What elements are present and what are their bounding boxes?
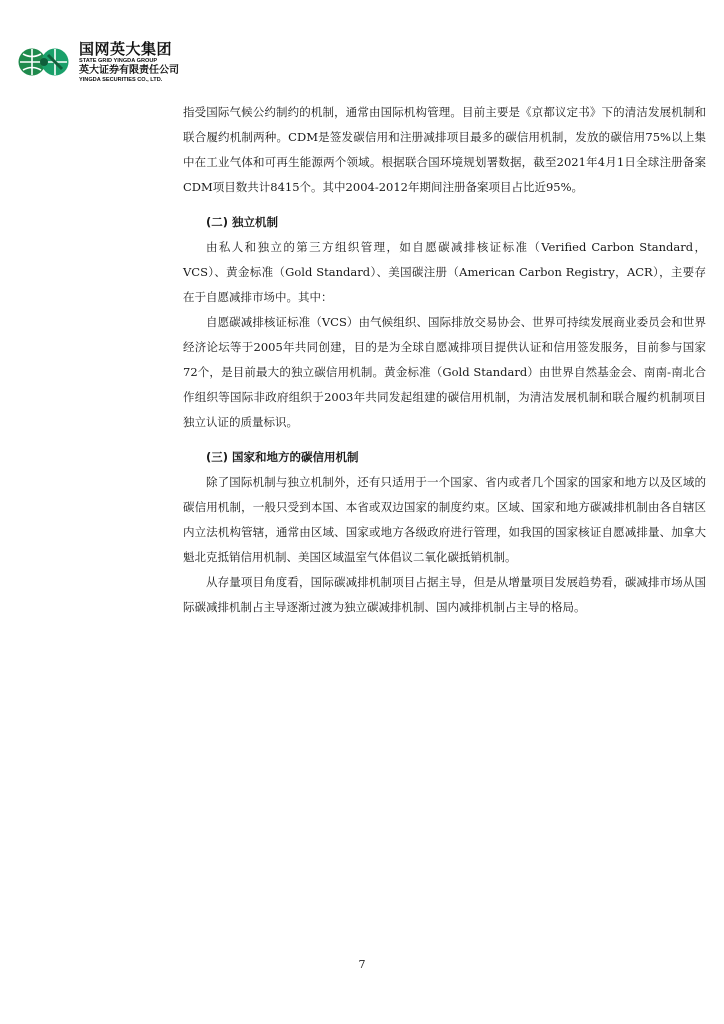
- logo-company-name-en: YINGDA SECURITIES CO., LTD.: [79, 77, 163, 83]
- section-heading-independent-mechanism: (二) 独立机制: [206, 215, 279, 229]
- document-body: [183, 100, 706, 620]
- paragraph-independent-intro: 由私人和独立的第三方组织管理，如自愿碳减排核证标准（Verified Carbon Standard，VCS）、黄金标准（Gold Standard）、美国碳注册（American Carbon Registry，ACR），主要存在于自愿减排市场中。其中：: [183, 240, 706, 304]
- paragraph-stock-vs-increment: 从存量项目角度看，国际碳减排机制项目占据主导，但是从增量项目发展趋势看，碳减排市场从国际碳减排机制占主导逐渐过渡为独立碳减排机制、国内减排机制占主导的格局。: [183, 575, 706, 614]
- logo-group-name-en: STATE GRID YINGDA GROUP: [79, 58, 158, 64]
- paragraph-international-mechanism: 指受国际气候公约制约的机制，通常由国际机构管理。目前主要是《京都议定书》下的清洁发展机制和联合履约机制两种。CDM是签发碳信用和注册减排项目最多的碳信用机制，发放的碳信用75%以上集中在工业气体和可再生能源两个领域。根据联合国环境规划署数据，截至2021年4月1日全球注册备案CDM项目数共计8415个。其中2004-2012年期间注册备案项目占比近95%。: [183, 105, 706, 194]
- logo-text-block: [79, 40, 229, 84]
- paragraph-national-local: 除了国际机制与独立机制外，还有只适用于一个国家、省内或者几个国家的国家和地方以及区域的碳信用机制，一般只受到本国、本省或双边国家的制度约束。区域、国家和地方碳减排机制由各自辖区内立法机构管辖，通常由区域、国家或地方各级政府进行管理，如我国的国家核证自愿减排量、加拿大魁北克抵销信用机制、美国区域温室气体倡议二氧化碳抵销机制。: [183, 475, 706, 564]
- spacer: [183, 435, 706, 445]
- section-heading-national-local-mechanism: (三) 国家和地方的碳信用机制: [206, 450, 359, 464]
- page-header: [17, 40, 217, 96]
- logo-group-name-cn: 国网英大集团: [79, 40, 173, 58]
- logo-company-name-cn: 英大证券有限责任公司: [79, 65, 179, 76]
- page-number: 7: [358, 958, 366, 971]
- paragraph-vcs-gold-standard: 自愿碳减排核证标准（VCS）由气候组织、国际排放交易协会、世界可持续发展商业委员会和世界经济论坛等于2005年共同创建，目的是为全球自愿减排项目提供认证和信用签发服务，目前参与国家72个，是目前最大的独立碳信用机制。黄金标准（Gold Standard）由世界自然基金会、南南-南北合作组织等国际非政府组织于2003年共同发起组建的碳信用机制，为清洁发展机制和联合履约机制项目独立认证的质量标识。: [183, 315, 706, 429]
- company-logo-icon: [17, 42, 75, 82]
- spacer: [183, 200, 706, 210]
